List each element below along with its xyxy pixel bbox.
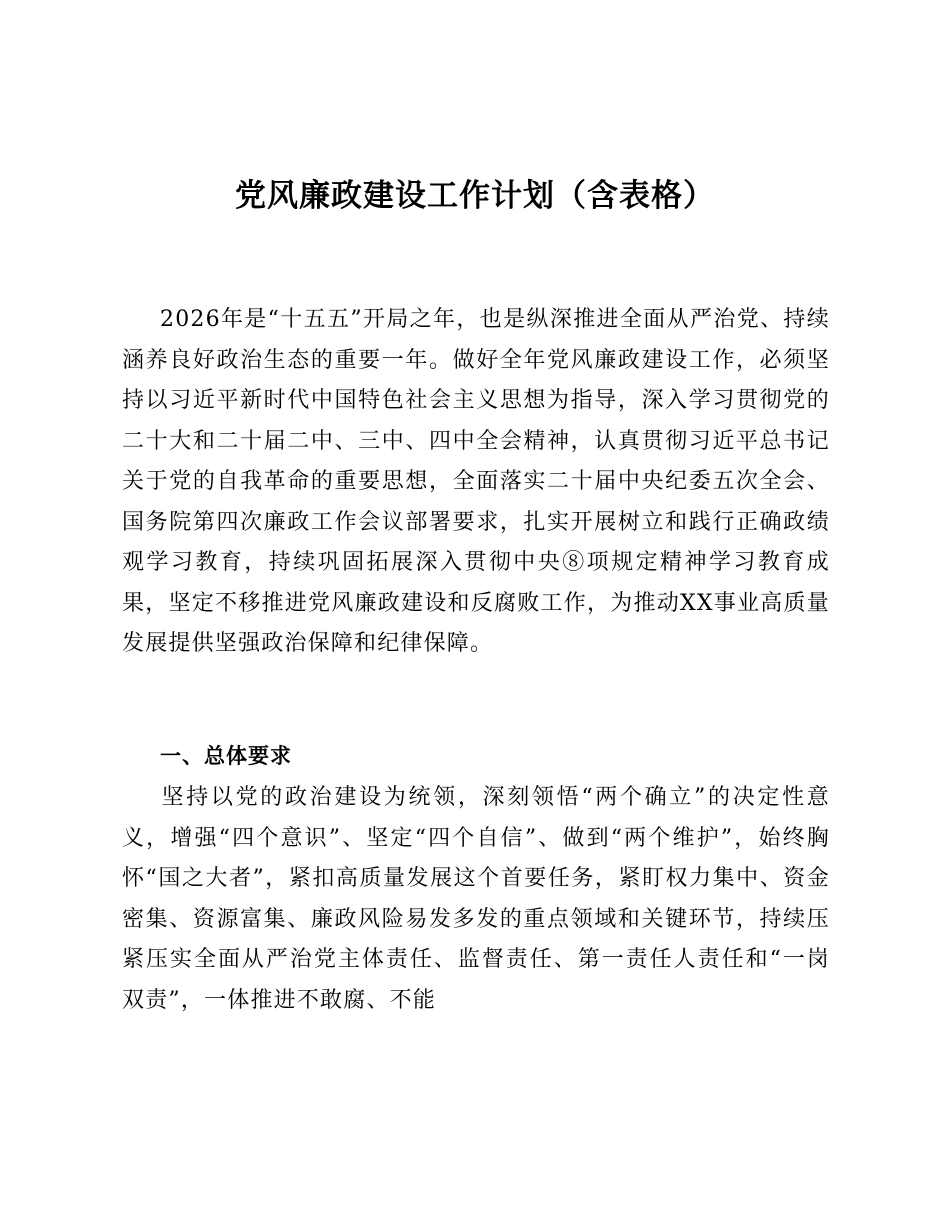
- intro-paragraph: [122, 300, 830, 665]
- general-requirements-paragraph: [122, 778, 830, 1021]
- intro-paragraph-text: 2026年是“十五五”开局之年，也是纵深推进全面从严治党、持续涵养良好政治生态的重要一年。做好全年党风廉政建设工作，必须坚持以习近平新时代中国特色社会主义思想为指导，深入学习贯彻党的二十大和二十届二中、三中、四中全会精神，认真贯彻习近平总书记关于党的自我革命的重要思想，全面落实二十届中央纪委五次全会、国务院第四次廉政工作会议部署要求，扎实开展树立和践行正确政绩观学习教育，持续巩固拓展深入贯彻中央⑧项规定精神学习教育成果，坚定不移推进党风廉政建设和反腐败工作，为推动XX事业高质量发展提供坚强政治保障和纪律保障。: [122, 307, 830, 656]
- document-title: 党风廉政建设工作计划（含表格）: [235, 178, 715, 214]
- section-heading-general-requirements: 一、总体要求: [160, 744, 292, 768]
- general-requirements-paragraph-text: 坚持以党的政治建设为统领，深刻领悟“两个确立”的决定性意义，增强“四个意识”、坚定“四个自信”、做到“两个维护”，始终胸怀“国之大者”，紧扣高质量发展这个首要任务，紧盯权力集中、资金密集、资源富集、廉政风险易发多发的重点领域和关键环节，持续压紧压实全面从严治党主体责任、监督责任、第一责任人责任和“一岗双责”，一体推进不敢腐、不能: [122, 785, 830, 1013]
